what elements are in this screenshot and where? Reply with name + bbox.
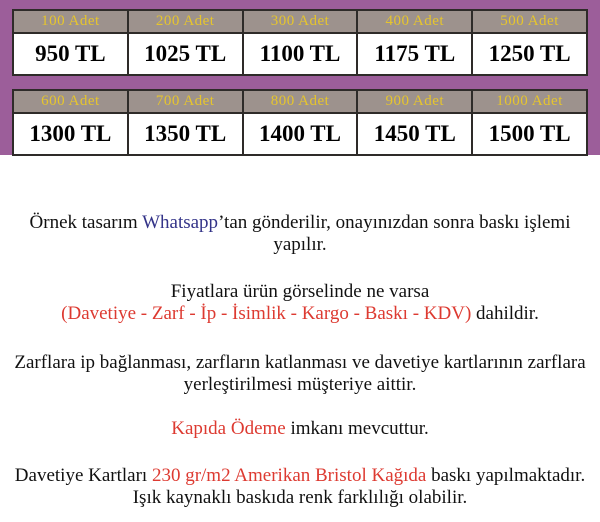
price-cell: 1400 TL — [243, 113, 358, 155]
price-cell: 1250 TL — [472, 33, 587, 75]
paper-note-line1 — [2, 465, 598, 487]
price-cell: 1025 TL — [128, 33, 243, 75]
price-table-100-500 — [12, 9, 588, 76]
included-note-line2 — [2, 303, 598, 325]
price-cell: 1300 TL — [13, 113, 128, 155]
paper-note-pre: Davetiye Kartları — [14, 465, 152, 486]
price-cell: 1350 TL — [128, 113, 243, 155]
cash-on-delivery-note — [0, 418, 600, 440]
quantity-header-cell: 400 Adet — [357, 10, 472, 33]
pricing-banner — [0, 0, 600, 155]
cash-on-delivery-suffix: imkanı mevcuttur. — [285, 418, 429, 439]
included-note-line1: Fiyatlara ürün görselinde ne varsa — [170, 281, 430, 302]
price-cell: 1100 TL — [243, 33, 358, 75]
whatsapp-text: Whatsapp — [142, 212, 219, 233]
design-note-pre: Örnek tasarım — [29, 212, 143, 233]
quantity-header-row — [13, 90, 587, 113]
design-approval-note — [0, 212, 600, 256]
design-note-post: ’tan gönderilir, onayınızdan sonra baskı işlemi yapılır. — [218, 212, 571, 255]
assembly-note-line1: Zarflara ip bağlanması, zarfların katlanması ve davetiye kartlarının zarflara — [14, 352, 586, 373]
assembly-responsibility-note — [0, 352, 600, 396]
quantity-header-cell: 600 Adet — [13, 90, 128, 113]
product-info-text — [0, 212, 600, 509]
cash-on-delivery-red: Kapıda Ödeme — [171, 418, 286, 439]
color-difference-note: Işık kaynaklı baskıda renk farklılığı olabilir. — [132, 487, 468, 508]
included-items-red: (Davetiye - Zarf - İp - İsimlik - Kargo - Baskı - KDV) — [61, 303, 472, 324]
quantity-header-cell: 700 Adet — [128, 90, 243, 113]
quantity-header-cell: 200 Adet — [128, 10, 243, 33]
price-table-600-1000 — [12, 89, 588, 156]
quantity-header-cell: 900 Adet — [357, 90, 472, 113]
quantity-header-cell: 300 Adet — [243, 10, 358, 33]
quantity-header-cell: 500 Adet — [472, 10, 587, 33]
price-included-note — [0, 281, 600, 325]
price-cell: 1450 TL — [357, 113, 472, 155]
quantity-header-cell: 800 Adet — [243, 90, 358, 113]
included-note-suffix: dahildir. — [471, 303, 539, 324]
price-cell: 950 TL — [13, 33, 128, 75]
assembly-note-line2: yerleştirilmesi müşteriye aittir. — [183, 374, 417, 395]
paper-type-note — [0, 465, 600, 509]
paper-spec-red: 230 gr/m2 Amerikan Bristol Kağıda — [151, 465, 427, 486]
quantity-header-cell: 100 Adet — [13, 10, 128, 33]
price-row — [13, 33, 587, 75]
price-row — [13, 113, 587, 155]
price-cell: 1175 TL — [357, 33, 472, 75]
quantity-header-row — [13, 10, 587, 33]
price-cell: 1500 TL — [472, 113, 587, 155]
paper-note-post: baskı yapılmaktadır. — [426, 465, 586, 486]
quantity-header-cell: 1000 Adet — [472, 90, 587, 113]
